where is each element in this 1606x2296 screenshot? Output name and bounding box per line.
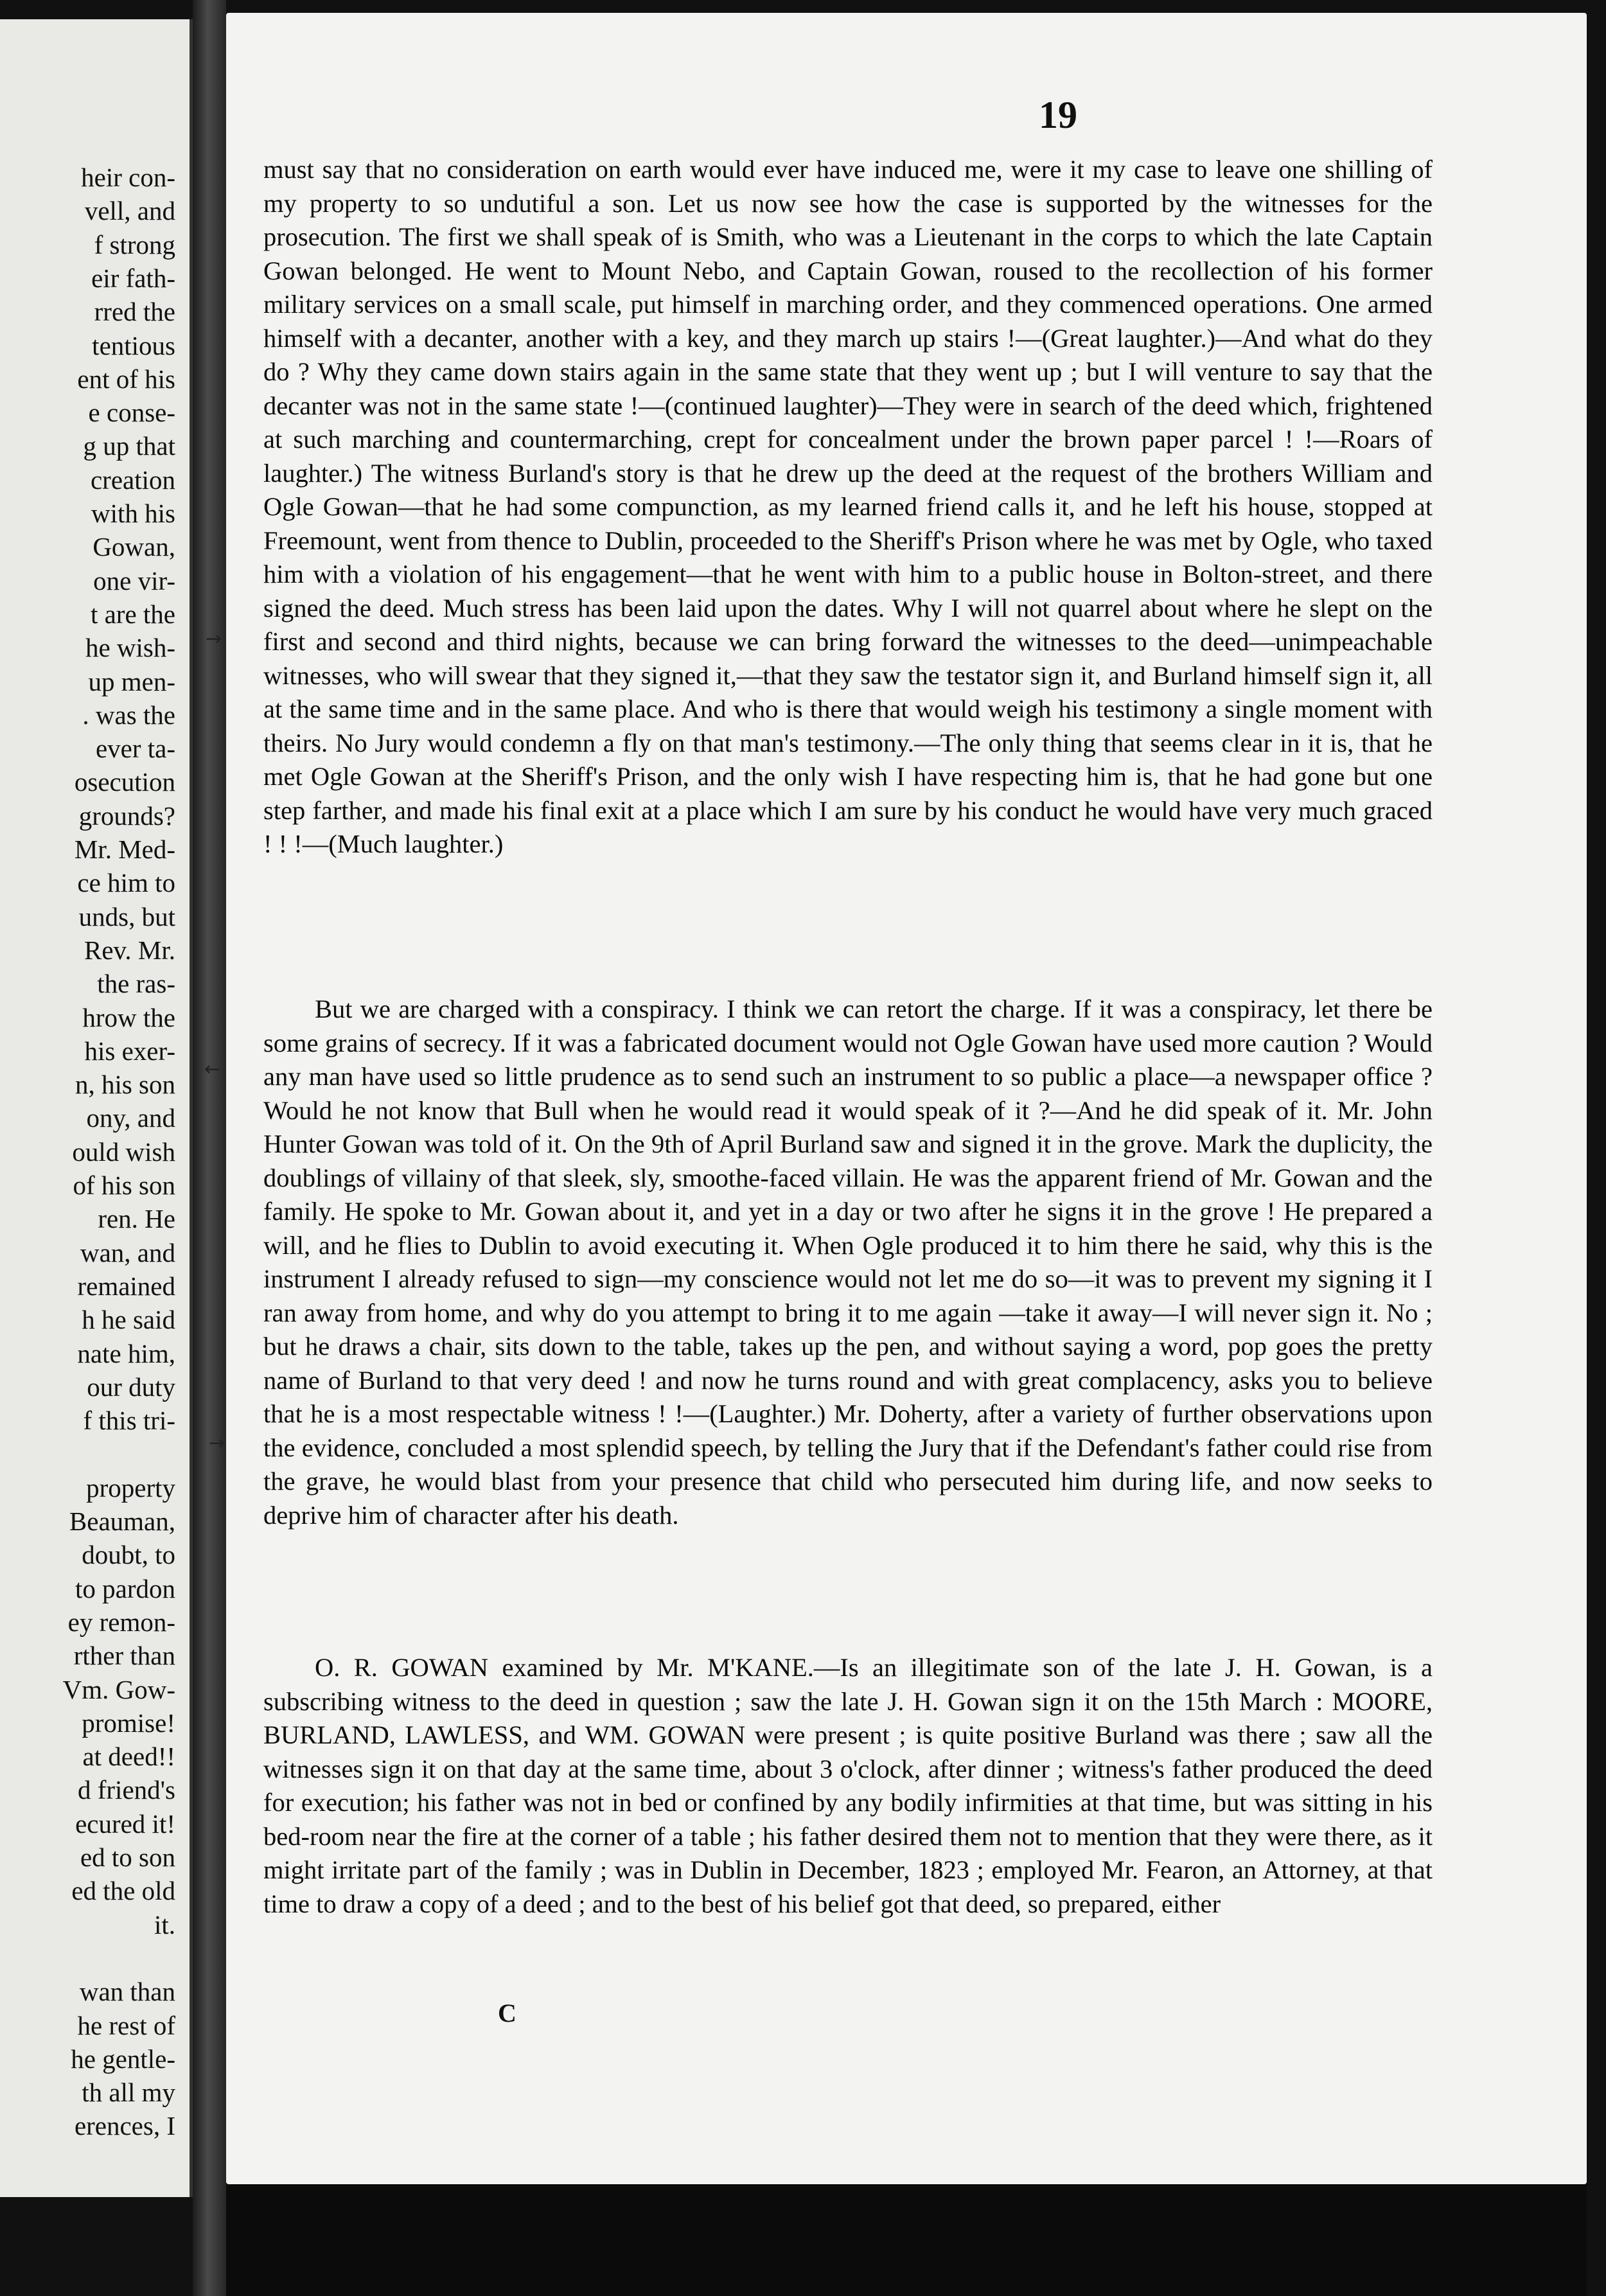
facing-page-line: rred the [94, 297, 175, 327]
facing-page-line: property [86, 1472, 175, 1503]
facing-page-line: Rev. Mr. [84, 935, 175, 965]
page-number: 19 [1039, 94, 1077, 136]
facing-page-line: . was the [82, 700, 175, 730]
facing-page-line: ed the old [71, 1876, 175, 1906]
facing-page-line: rther than [73, 1641, 175, 1671]
facing-page-line: to pardon [75, 1573, 175, 1603]
facing-page-line: t are the [90, 599, 175, 629]
facing-page-line: hrow the [82, 1002, 175, 1032]
facing-page-line: eir fath- [91, 263, 175, 293]
facing-page-line: wan than [79, 1977, 175, 2007]
facing-page-line: of his son [73, 1170, 175, 1200]
facing-page-line: nate him, [77, 1338, 175, 1368]
paragraph-examination: O. R. GOWAN examined by Mr. M'KANE.—Is an illegitimate son of the late J. H. Gowan, is a subscribing witness to the deed in question ; saw the late J. H. Gowan sign it on the 15th March : MOORE, BURLAND, LAWLESS, and WM. GOWAN were present ; is quite positive Burland was there ; saw all the witnesses sign it on that day at the same time, about 3 o'clock, after dinner ; witness's father produced the deed for execution; his father was not in bed or confined by any bodily infirmities at that time, but was sitting in his bed-room near the fire at the corner of a table ; his father desired them not to mention that they were there, as it might irritate part of the family ; was in Dublin in December, 1823 ; employed Mr. Fearon, an Attorney, at that time to draw a copy of a deed ; and to the best of his belief got that deed, so prepared, either [263, 1653, 1433, 1918]
facing-page-line: unds, but [78, 901, 175, 932]
facing-page-line: ren. He [98, 1204, 175, 1234]
book-gutter [193, 0, 226, 2296]
facing-page-line: Gowan, [93, 532, 175, 562]
facing-page-line: it. [154, 1909, 175, 1939]
facing-page-line: vell, and [84, 196, 175, 226]
facing-page-line: f strong [94, 229, 175, 260]
facing-page-line: remained [77, 1271, 175, 1301]
facing-page-line: ould wish [72, 1136, 175, 1167]
facing-page-line: promise! [82, 1708, 175, 1738]
facing-page-line: with his [91, 499, 175, 528]
facing-page-line: creation [90, 464, 175, 495]
facing-page-line: ony, and [86, 1103, 175, 1133]
margin-arrow-mark: → [209, 1432, 225, 1454]
facing-page-line: he rest of [77, 2010, 175, 2040]
facing-page-line: wan, and [80, 1237, 175, 1267]
facing-page-line: g up that [83, 431, 175, 461]
facing-page-line: e conse- [88, 398, 175, 428]
facing-page-line: tentious [92, 330, 175, 360]
facing-page-line: ce him to [77, 868, 175, 898]
facing-page-line: the ras- [97, 969, 175, 999]
facing-page-line: Mr. Med- [74, 835, 175, 864]
facing-page-fragment [0, 19, 193, 2197]
margin-arrow-mark: → [206, 628, 222, 650]
facing-page-line: grounds? [78, 800, 175, 831]
paragraph-defence-speech: must say that no consideration on earth would ever have induced me, were it my case to leave one shilling of my property to so undutiful a son. Let us now see how the case is supported by the witnesses for the prosecution. The first we shall speak of is Smith, who was a Lieutenant in the corps to which the late Captain Gowan belonged. He went to Mount Nebo, and Captain Gowan, roused to the recollection of his former military services on a small scale, put himself in marching order, and they commenced operations. One armed himself with a decanter, another with a key, and they march up stairs !—(Great laughter.)—And what do they do ? Why they came down stairs again in the same state that they went up ; but I will venture to say that the decanter was not in the same state !—(continued laughter)—They were in search of the deed which, frightened at such marching and countermarching, crept for concealment under the brown paper parcel ! !—Roars of laughter.) The witness Burland's story is that he drew up the deed at the request of the brothers William and Ogle Gowan—that he had some compunction, as my learned friend calls it, and he left his house, stopped at Freemount, went from thence to Dublin, proceeded to the Sheriff's Prison where he was met by Ogle, who taxed him with a violation of his engagement—that he went with him to a public house in Bolton-street, and there signed the deed. Much stress has been laid upon the dates. Why I will not quarrel about where he slept on the first and second and third nights, because we can bring forward the witnesses to the deed—unimpeachable witnesses, who will swear that they signed it,—that they saw the testator sign it, and Burland himself sign it, all at the same time and in the same place. And who is there that would weigh his testimony a single moment with theirs. No Jury would condemn a fly on that man's testimony.—The only thing that seems clear in it is, that he met Ogle Gowan at the Sheriff's Prison, and the only wish I have respecting him is, that he had gone but one step farther, and made his final exit at a place which I am sure by his conduct he would have very much graced ! ! !—(Much laughter.) [263, 155, 1433, 858]
facing-page-line: erences, I [74, 2111, 175, 2141]
facing-page-line: Vm. Gow- [62, 1674, 175, 1704]
facing-page-line: ey remon- [67, 1607, 175, 1637]
facing-page-line: ed to son [80, 1842, 175, 1872]
facing-page-line: th all my [82, 2078, 175, 2108]
facing-page-line: he gentle- [71, 2044, 175, 2074]
facing-page-line: d friend's [78, 1775, 175, 1805]
facing-page-line: Beauman, [69, 1506, 175, 1536]
facing-page-line: osecution [74, 767, 175, 797]
facing-page-line: f this tri- [83, 1406, 175, 1436]
facing-page-line: our duty [87, 1372, 175, 1402]
facing-page-line: ever ta- [95, 734, 175, 764]
facing-page-line: doubt, to [82, 1540, 175, 1570]
paragraph-conspiracy: But we are charged with a conspiracy. I think we can retort the charge. If it was a conspiracy, let there be some grains of secrecy. If it was a fabricated document would not Ogle Gowan have used more caution ? Would any man have used so little prudence as to send such an instrument to so public a place—a newspaper office ? Would he not know that Bull when he would read it would speak of it ?—And he did speak of it. Mr. John Hunter Gowan was told of it. On the 9th of April Burland saw and signed it in the grove. Mark the duplicity, the doublings of villainy of that sleek, sly, smoothe-faced villain. He was the apparent friend of Mr. Gowan and the family. He spoke to Mr. Gowan about it, and yet in a day or two after he signs it in the grove ! He prepared a will, and he flies to Dublin to avoid executing it. When Ogle produced it to him there he said, why this is the instrument I already refused to sign—my conscience would not let me do so—it was to prevent my signing it I ran away from home, and why do you attempt to bring it to me again —take it away—I will never sign it. No ; but he draws a chair, sits down to the table, takes up the pen, and without saying a word, pop goes the pretty name of Burland to that very deed ! and now he turns round and with great complacency, asks you to believe that he is a most respectable witness ! !—(Laughter.) Mr. Doherty, after a variety of further observations upon the evidence, concluded a most splendid speech, by telling the Jury that if the Defendant's father could rise from the grave, he would blast from your presence that child who persecuted him during life, and now seeks to deprive him of character after his death. [263, 994, 1433, 1530]
facing-page-line: up men- [88, 666, 175, 696]
facing-page-line: heir con- [81, 163, 175, 192]
margin-arrow-mark: ← [204, 1058, 221, 1081]
scan-border [226, 2184, 1587, 2296]
facing-page-line: n, his son [75, 1070, 175, 1100]
facing-page-line: at deed!! [82, 1742, 175, 1772]
facing-page-line: he wish- [85, 633, 175, 663]
facing-page-line: h he said [82, 1305, 175, 1335]
facing-page-line: ecured it! [75, 1808, 175, 1839]
facing-page-line: one vir- [93, 565, 175, 596]
signature-mark: C [498, 1999, 516, 2027]
facing-page-line: his exer- [84, 1036, 175, 1066]
facing-page-line: ent of his [77, 364, 175, 394]
